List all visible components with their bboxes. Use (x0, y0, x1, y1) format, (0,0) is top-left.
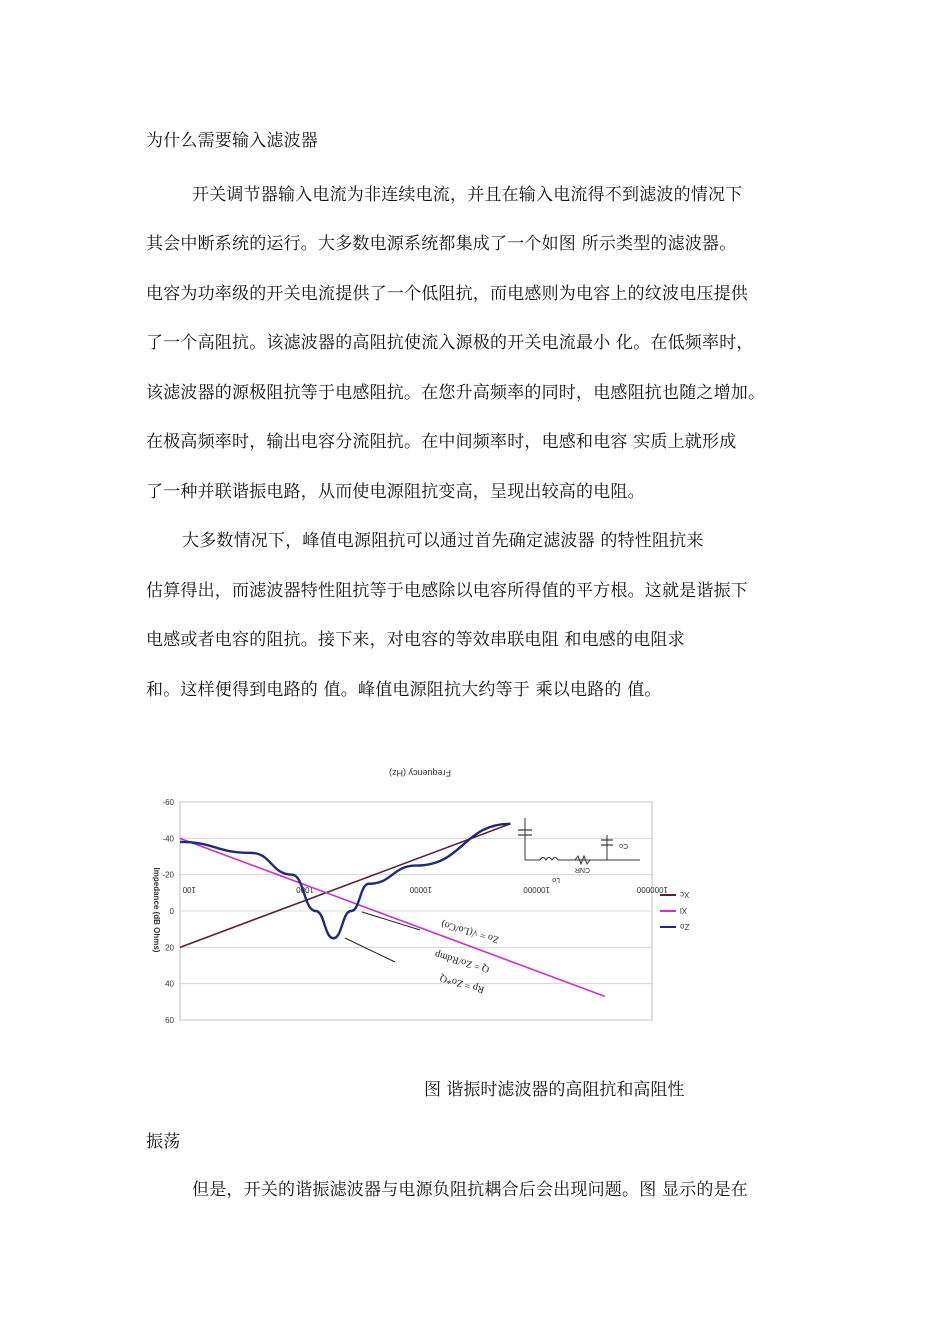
y-tick-label: -40 (162, 834, 174, 844)
circuit-label: Co (619, 842, 628, 849)
y-tick-label: 40 (165, 979, 174, 989)
x-tick-label: 100 (182, 884, 196, 894)
para1-line-6: 在极高频率时，输出电容分流阻抗。在中间频率时，电感和电容 实质上就形成 (146, 432, 737, 452)
x-tick-label: 100000 (523, 884, 550, 894)
y-tick-label: -60 (162, 798, 174, 807)
x-tick-label: 1000000 (636, 884, 668, 894)
y-tick-label: -20 (162, 870, 174, 880)
y-tick-label: 60 (165, 1016, 174, 1025)
para2-line-2: 估算得出，而滤波器特性阻抗等于电感除以电容所得值的平方根。这就是谐振下 (146, 581, 748, 601)
para2-line-4: 和。这样便得到电路的 值。峰值电源阻抗大约等于 乘以电路的 值。 (146, 680, 662, 700)
y-tick-label: 0 (169, 907, 174, 916)
para1-line-7: 了一种并联谐振电路，从而使电源阻抗变高，呈现出较高的电阻。 (146, 482, 645, 502)
circuit-label: Lo (552, 876, 560, 883)
circuit-inductor (525, 858, 610, 861)
para2-line-3: 电感或者电容的阻抗。接下来，对电容的等效串联电阻 和电感的电阻求 (146, 630, 685, 650)
caption-continuation: 振荡 (146, 1132, 181, 1152)
chart-title: Frequency (Hz) (388, 768, 452, 778)
para1-line-4: 了一个高阻抗。该滤波器的高阻抗使流入源极的开关电流最小 化。在低频率时， (146, 333, 754, 353)
formula-annotation: Q = Zo/Rdmp (433, 948, 491, 975)
para1-line-2: 其会中断系统的运行。大多数电源系统都集成了一个如图 所示类型的滤波器。 (146, 234, 737, 254)
annotation-arrow (362, 912, 420, 930)
para1-line-3: 电容为功率级的开关电流提供了一个低阻抗，而电感则为电容上的纹波电压提供 (146, 284, 748, 304)
formula-annotation: Rp = Zo*Q (438, 971, 486, 996)
x-tick-label: 10000 (409, 884, 432, 894)
legend-label-xc: Xc (680, 890, 690, 899)
annotation-arrow (345, 938, 395, 962)
para1-line-1: 开关调节器输入电流为非连续电流，并且在输入电流得不到滤波的情况下 (192, 185, 743, 205)
circuit-label: CNR (574, 866, 590, 873)
series-line-xl (180, 838, 605, 996)
figure-caption: 图 谐振时滤波器的高阻抗和高阻性 (424, 1080, 685, 1100)
para3-line-1: 但是，开关的谐振滤波器与电源负阻抗耦合后会出现问题。图 显示的是在 (192, 1180, 749, 1200)
section-heading: 为什么需要输入滤波器 (146, 131, 318, 151)
y-tick-label: 20 (165, 943, 174, 953)
legend-label-zo: Zo (680, 922, 690, 931)
y-axis-label: Impedance (dB Ohms) (152, 867, 161, 953)
legend-label-xl: Xl (680, 906, 688, 915)
para2-line-1: 大多数情况下，峰值电源阻抗可以通过首先确定滤波器 的特性阻抗来 (182, 531, 704, 551)
formula-annotation: Zo = √(Lo/Co) (440, 918, 501, 946)
impedance-chart (140, 760, 700, 1040)
series-line-zo (180, 824, 510, 938)
x-tick-label: 1000 (296, 884, 314, 894)
para1-line-5: 该滤波器的源极阻抗等于电感阻抗。在您升高频率的同时，电感阻抗也随之增加。 (146, 383, 766, 403)
